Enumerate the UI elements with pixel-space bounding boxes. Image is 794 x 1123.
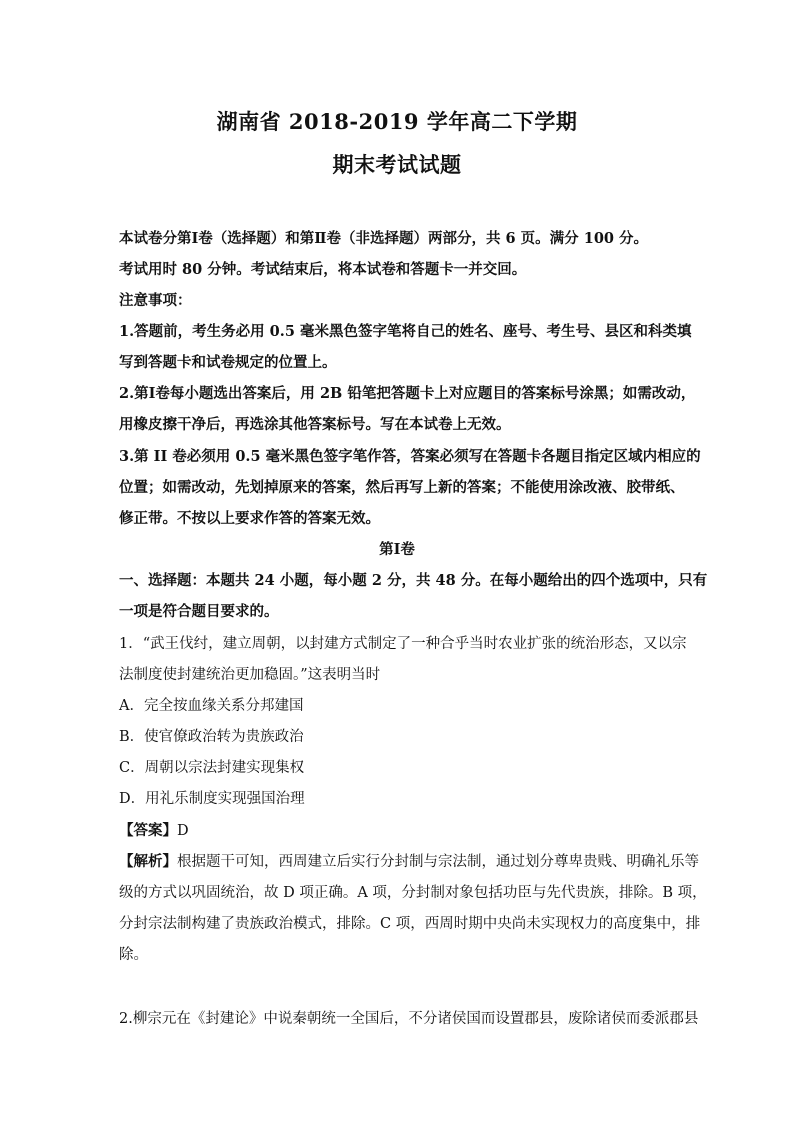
analysis-text-1: 根据题干可知，西周建立后实行分封制与宗法制，通过划分尊卑贵贱、明确礼乐等 bbox=[177, 854, 699, 870]
notice-item-2: 2.第Ⅰ卷每小题选出答案后，用 2B 铅笔把答题卡上对应题目的答案标号涂黑；如需改动， bbox=[119, 385, 696, 402]
notice-item-1-cont: 写到答题卡和试卷规定的位置上。 bbox=[119, 354, 337, 371]
intro-line-2: 考试用时 80 分钟。考试结束后，将本试卷和答题卡一并交回。 bbox=[119, 261, 527, 278]
option-c: C．周朝以宗法封建实现集权 bbox=[119, 760, 305, 776]
intro-line-1: 本试卷分第Ⅰ卷（选择题）和第Ⅱ卷（非选择题）两部分，共 6 页。满分 100 分。 bbox=[119, 230, 649, 247]
analysis-line-2: 级的方式以巩固统治，故 D 项正确。A 项，分封制对象包括功臣与先代贵族，排除。B 项， bbox=[119, 885, 707, 901]
analysis-line-4: 除。 bbox=[119, 947, 148, 963]
answer-line bbox=[119, 821, 189, 841]
analysis-line-1 bbox=[119, 852, 699, 872]
notice-item-1: 1.答题前，考生务必用 0.5 毫米黑色签字笔将自己的姓名、座号、考生号、县区和科类填 bbox=[119, 323, 692, 340]
question-1-stem-cont: 法制度使封建统治更加稳固。”这表明当时 bbox=[119, 667, 381, 683]
section-instructions: 一、选择题：本题共 24 小题，每小题 2 分，共 48 分。在每小题给出的四个选项中，只有 bbox=[119, 572, 708, 589]
document-title: 湖南省 2018-2019 学年高二下学期 bbox=[216, 109, 578, 134]
option-d: D．用礼乐制度实现强国治理 bbox=[119, 791, 305, 807]
section-instructions-cont: 一项是符合题目要求的。 bbox=[119, 603, 279, 620]
answer-value: D bbox=[177, 823, 189, 839]
notice-item-3-cont2: 修正带。不按以上要求作答的答案无效。 bbox=[119, 510, 380, 527]
section-heading: 第Ⅰ卷 bbox=[379, 541, 415, 558]
notice-heading: 注意事项： bbox=[119, 292, 192, 309]
analysis-line-3: 分封宗法制构建了贵族政治模式，排除。C 项，西周时期中央尚未实现权力的高度集中，排 bbox=[119, 916, 701, 932]
option-a: A．完全按血缘关系分邦建国 bbox=[119, 698, 304, 714]
question-2-stem: 2.柳宗元在《封建论》中说秦朝统一全国后，不分诸侯国而设置郡县，废除诸侯而委派郡县 bbox=[119, 1011, 699, 1027]
notice-item-2-cont: 用橡皮擦干净后，再选涂其他答案标号。写在本试卷上无效。 bbox=[119, 416, 511, 433]
analysis-label: 【解析】 bbox=[119, 853, 177, 870]
notice-item-3: 3.第 II 卷必须用 0.5 毫米黑色签字笔作答，答案必须写在答题卡各题目指定区域内相应的 bbox=[119, 448, 701, 465]
document-subtitle: 期末考试试题 bbox=[332, 152, 462, 177]
option-b: B．使官僚政治转为贵族政治 bbox=[119, 729, 304, 745]
answer-label: 【答案】 bbox=[119, 822, 177, 839]
question-1-stem: 1．“武王伐纣，建立周朝，以封建方式制定了一种合乎当时农业扩张的统治形态，又以宗 bbox=[119, 636, 687, 652]
notice-item-3-cont: 位置；如需改动，先划掉原来的答案，然后再写上新的答案；不能使用涂改液、胶带纸、 bbox=[119, 479, 685, 496]
